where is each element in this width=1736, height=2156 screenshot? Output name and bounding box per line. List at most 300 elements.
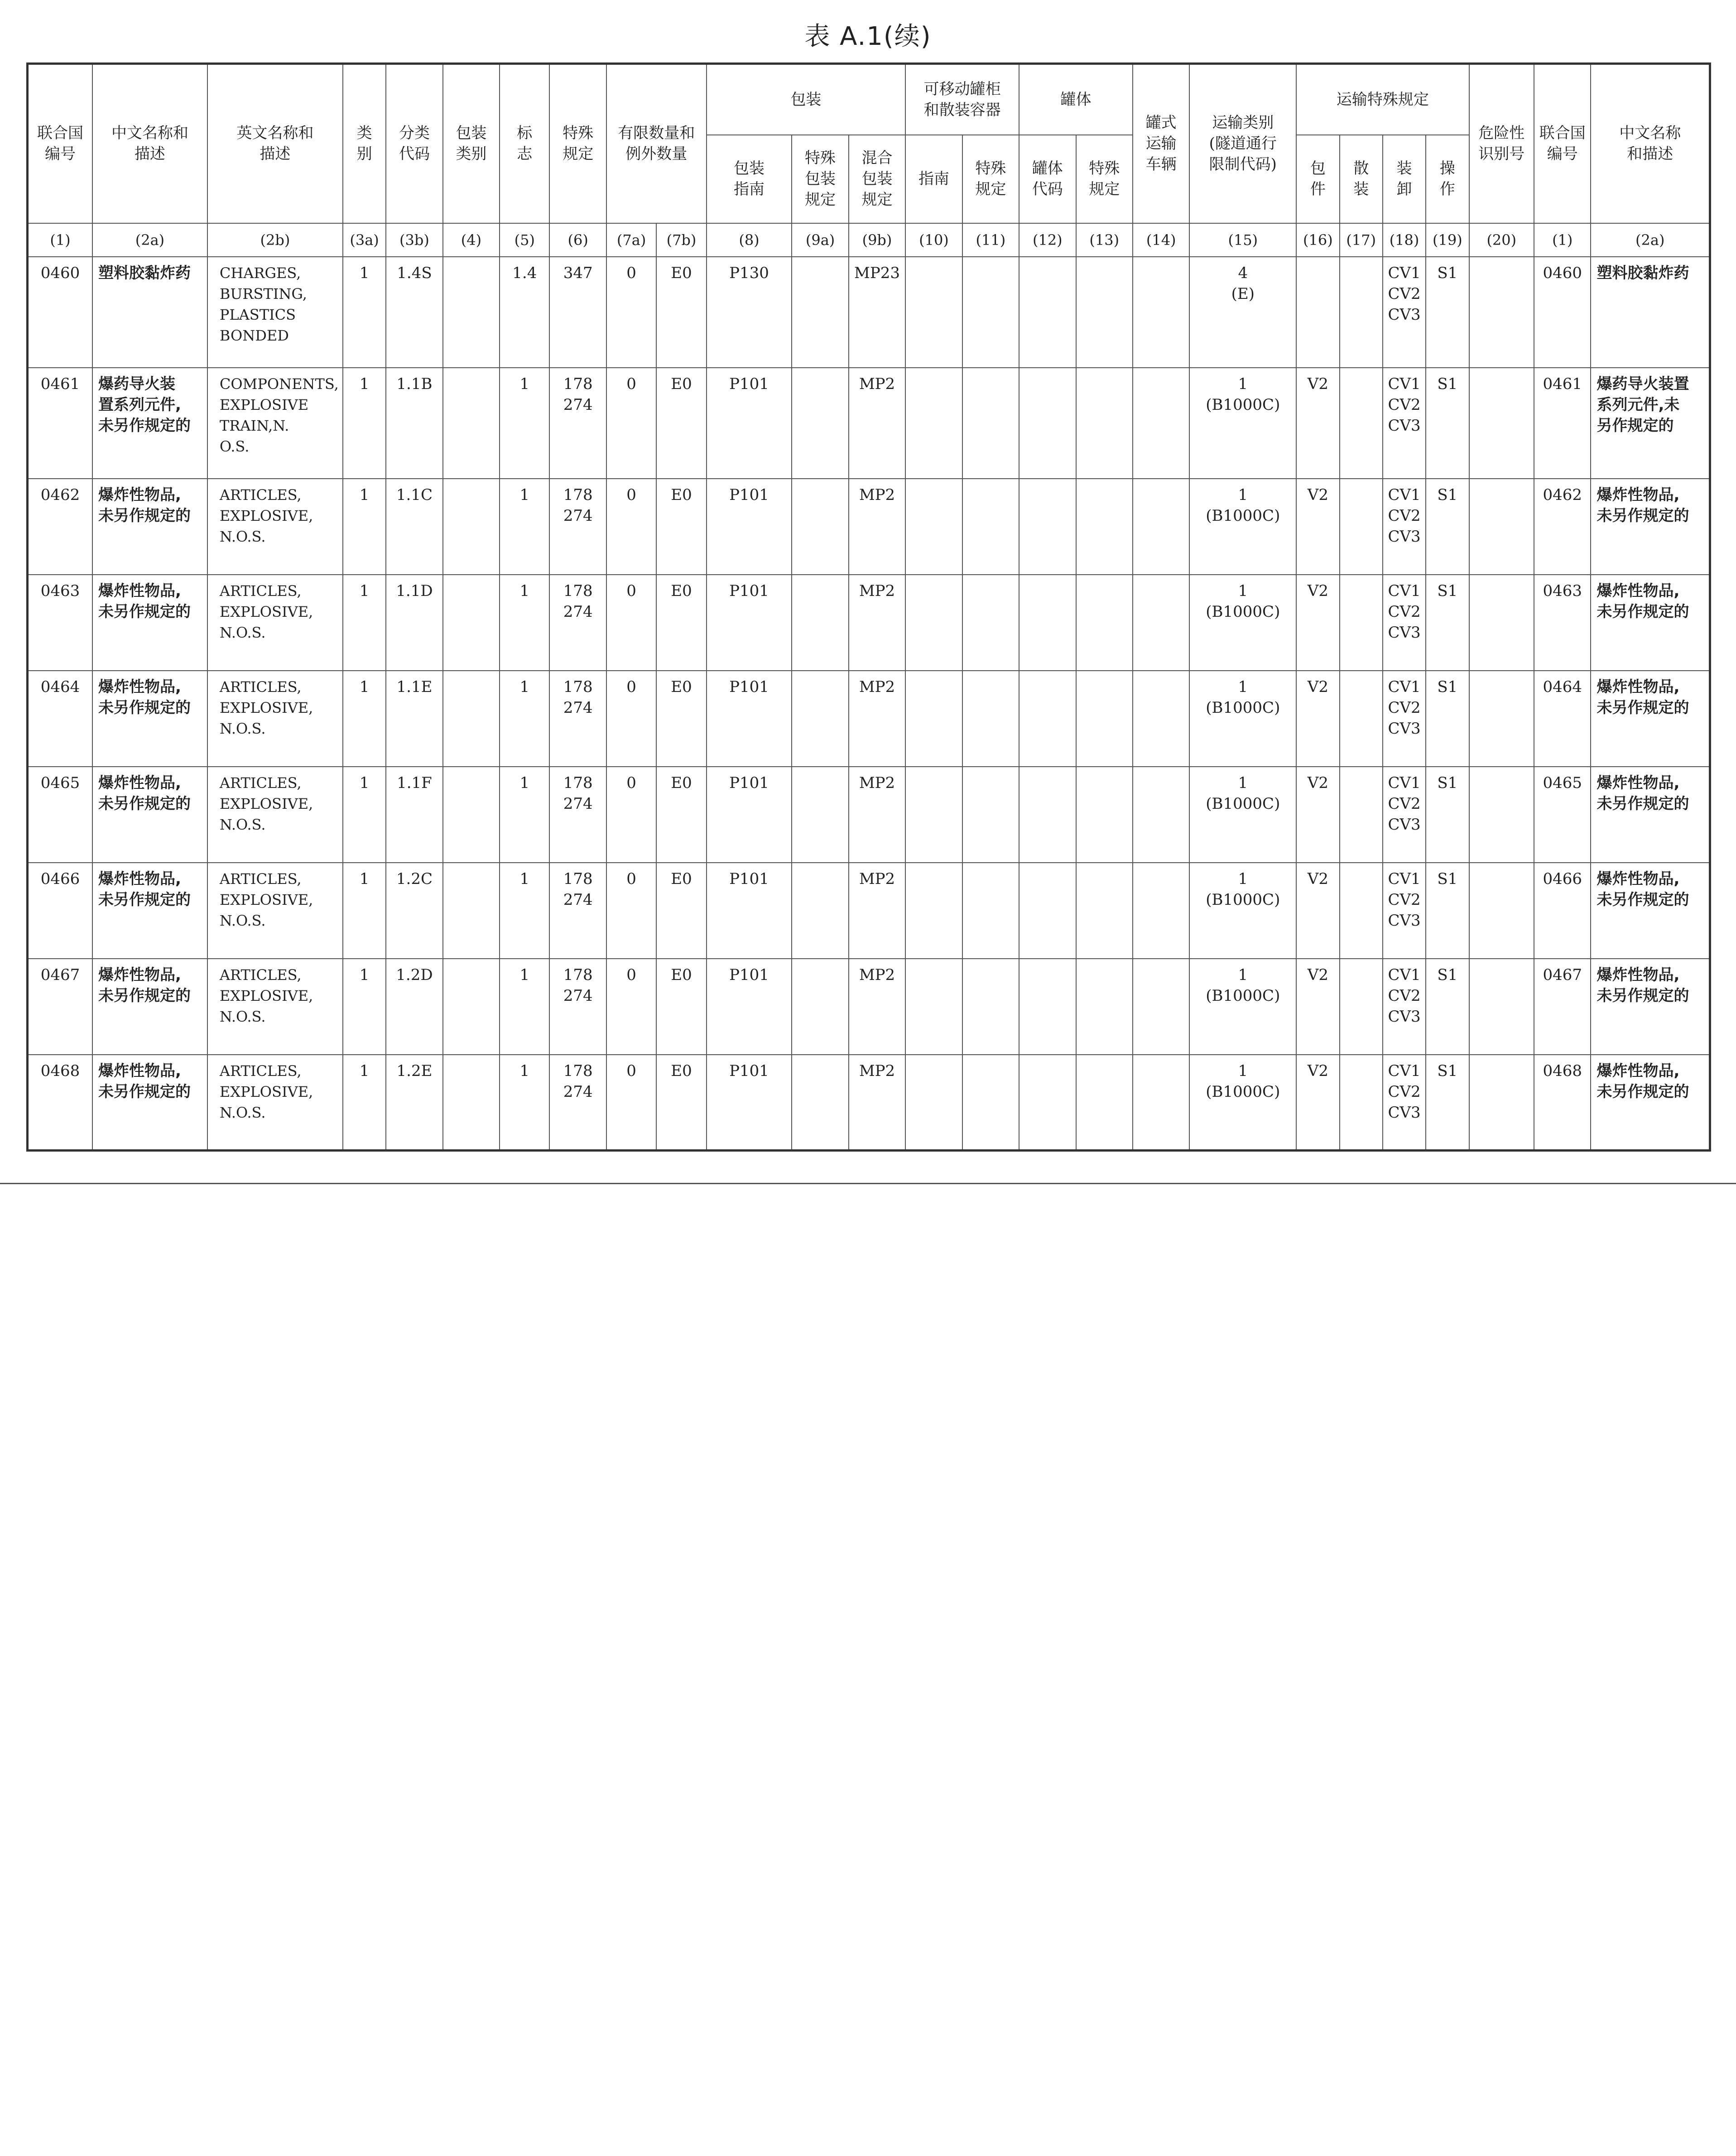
cell-packages-provision: V2 <box>1296 479 1339 575</box>
cell-packing-instruction: P130 <box>707 257 792 368</box>
cell-class: 1 <box>343 368 386 479</box>
header-loading: 装 卸 <box>1383 135 1426 223</box>
cell-transport-category: 1 (B1000C) <box>1189 575 1296 671</box>
cell-class-code: 1.2D <box>386 959 442 1055</box>
cell-name-zh-right: 爆炸性物品, 未另作规定的 <box>1591 767 1710 863</box>
table-row <box>28 1055 1710 1151</box>
col-number: (19) <box>1426 223 1469 257</box>
cell-mixed-packing-provision: MP2 <box>849 959 905 1055</box>
cell-tank-special <box>1076 575 1133 671</box>
cell-special-provisions: 178 274 <box>549 575 606 671</box>
table-body <box>28 257 1710 1151</box>
cell-excepted-quantity: E0 <box>656 671 706 767</box>
cell-mixed-packing-provision: MP2 <box>849 671 905 767</box>
cell-tank-code <box>1019 479 1076 575</box>
cell-tank-code <box>1019 863 1076 959</box>
cell-label: 1 <box>500 767 549 863</box>
cell-packages-provision <box>1296 257 1339 368</box>
cell-tank-vehicle <box>1133 1055 1189 1151</box>
cell-operation-provision: S1 <box>1426 959 1469 1055</box>
cell-name-zh-right: 爆炸性物品, 未另作规定的 <box>1591 863 1710 959</box>
cell-limited-quantity: 0 <box>606 767 656 863</box>
cell-label: 1 <box>500 959 549 1055</box>
cell-un-number: 0460 <box>28 257 93 368</box>
col-number: (1) <box>1534 223 1591 257</box>
cell-packing-group <box>443 368 500 479</box>
cell-mixed-packing-provision: MP2 <box>849 1055 905 1151</box>
cell-tank-vehicle <box>1133 479 1189 575</box>
cell-class-code: 1.1B <box>386 368 442 479</box>
cell-mixed-packing-provision: MP23 <box>849 257 905 368</box>
cell-hazard-id <box>1469 959 1534 1055</box>
header-transport-category: 运输类别 (隧道通行 限制代码) <box>1189 64 1296 223</box>
header-bulk: 散 装 <box>1340 135 1383 223</box>
cell-name-zh-right: 爆药导火装置 系列元件,未 另作规定的 <box>1591 368 1710 479</box>
col-number: (10) <box>905 223 962 257</box>
cell-excepted-quantity: E0 <box>656 1055 706 1151</box>
cell-name-en: ARTICLES, EXPLOSIVE, N.O.S. <box>207 1055 343 1151</box>
cell-packing-instruction: P101 <box>707 575 792 671</box>
cell-class: 1 <box>343 767 386 863</box>
cell-portable-tank-special <box>962 368 1019 479</box>
cell-hazard-id <box>1469 767 1534 863</box>
cell-packing-group <box>443 863 500 959</box>
cell-excepted-quantity: E0 <box>656 368 706 479</box>
header-class-code: 分类 代码 <box>386 64 442 223</box>
cell-transport-category: 1 (B1000C) <box>1189 479 1296 575</box>
table-row <box>28 671 1710 767</box>
cell-name-zh-right: 爆炸性物品, 未另作规定的 <box>1591 575 1710 671</box>
col-number: (16) <box>1296 223 1339 257</box>
cell-packing-group <box>443 767 500 863</box>
cell-packages-provision: V2 <box>1296 368 1339 479</box>
cell-class: 1 <box>343 959 386 1055</box>
header-name-zh-right: 中文名称 和描述 <box>1591 64 1710 223</box>
cell-packages-provision: V2 <box>1296 863 1339 959</box>
cell-special-packing-provision <box>792 1055 848 1151</box>
header-special-provisions: 特殊 规定 <box>549 64 606 223</box>
col-number: (7b) <box>656 223 706 257</box>
header-special-packing: 特殊 包装 规定 <box>792 135 848 223</box>
cell-class-code: 1.1D <box>386 575 442 671</box>
cell-packages-provision: V2 <box>1296 767 1339 863</box>
cell-tank-special <box>1076 959 1133 1055</box>
cell-packing-instruction: P101 <box>707 1055 792 1151</box>
cell-name-zh: 爆炸性物品, 未另作规定的 <box>92 863 207 959</box>
table-row <box>28 959 1710 1055</box>
col-number: (4) <box>443 223 500 257</box>
cell-operation-provision: S1 <box>1426 671 1469 767</box>
cell-bulk-provision <box>1340 1055 1383 1151</box>
cell-un-number-right: 0464 <box>1534 671 1591 767</box>
cell-tank-vehicle <box>1133 257 1189 368</box>
cell-special-packing-provision <box>792 257 848 368</box>
cell-class: 1 <box>343 257 386 368</box>
cell-transport-category: 1 (B1000C) <box>1189 1055 1296 1151</box>
cell-operation-provision: S1 <box>1426 863 1469 959</box>
col-number: (3b) <box>386 223 442 257</box>
cell-tank-special <box>1076 368 1133 479</box>
cell-portable-tank-instruction <box>905 959 962 1055</box>
cell-transport-category: 1 (B1000C) <box>1189 959 1296 1055</box>
header-portable-tanks: 可移动罐柜 和散装容器 <box>905 64 1019 135</box>
cell-special-packing-provision <box>792 671 848 767</box>
cell-portable-tank-instruction <box>905 767 962 863</box>
cell-excepted-quantity: E0 <box>656 575 706 671</box>
cell-loading-provision: CV1 CV2 CV3 <box>1383 257 1426 368</box>
cell-packing-group <box>443 575 500 671</box>
table-header <box>28 64 1710 257</box>
cell-name-zh: 爆炸性物品, 未另作规定的 <box>92 767 207 863</box>
cell-class: 1 <box>343 671 386 767</box>
cell-special-provisions: 347 <box>549 257 606 368</box>
cell-mixed-packing-provision: MP2 <box>849 479 905 575</box>
cell-un-number: 0464 <box>28 671 93 767</box>
cell-operation-provision: S1 <box>1426 767 1469 863</box>
cell-class-code: 1.1F <box>386 767 442 863</box>
cell-special-provisions: 178 274 <box>549 959 606 1055</box>
header-tank-code: 罐体 代码 <box>1019 135 1076 223</box>
cell-special-provisions: 178 274 <box>549 1055 606 1151</box>
table-row <box>28 863 1710 959</box>
cell-hazard-id <box>1469 671 1534 767</box>
col-number: (20) <box>1469 223 1534 257</box>
cell-packing-instruction: P101 <box>707 368 792 479</box>
cell-mixed-packing-provision: MP2 <box>849 368 905 479</box>
cell-un-number-right: 0468 <box>1534 1055 1591 1151</box>
cell-special-packing-provision <box>792 863 848 959</box>
cell-class: 1 <box>343 479 386 575</box>
dangerous-goods-table <box>26 62 1711 1152</box>
cell-tank-vehicle <box>1133 368 1189 479</box>
cell-bulk-provision <box>1340 257 1383 368</box>
cell-excepted-quantity: E0 <box>656 959 706 1055</box>
cell-special-packing-provision <box>792 575 848 671</box>
cell-operation-provision: S1 <box>1426 368 1469 479</box>
col-number: (12) <box>1019 223 1076 257</box>
cell-un-number-right: 0461 <box>1534 368 1591 479</box>
col-number: (2a) <box>92 223 207 257</box>
col-number: (9a) <box>792 223 848 257</box>
cell-name-zh: 爆药导火装 置系列元件, 未另作规定的 <box>92 368 207 479</box>
cell-un-number: 0468 <box>28 1055 93 1151</box>
cell-name-en: ARTICLES, EXPLOSIVE, N.O.S. <box>207 767 343 863</box>
cell-packages-provision: V2 <box>1296 1055 1339 1151</box>
cell-name-zh-right: 爆炸性物品, 未另作规定的 <box>1591 671 1710 767</box>
cell-label: 1 <box>500 368 549 479</box>
cell-portable-tank-special <box>962 767 1019 863</box>
cell-hazard-id <box>1469 1055 1534 1151</box>
header-tanks: 罐体 <box>1019 64 1133 135</box>
col-number: (3a) <box>343 223 386 257</box>
cell-bulk-provision <box>1340 959 1383 1055</box>
cell-limited-quantity: 0 <box>606 257 656 368</box>
cell-packing-instruction: P101 <box>707 479 792 575</box>
header-mixed-packing: 混合 包装 规定 <box>849 135 905 223</box>
header-hazard-id: 危险性 识别号 <box>1469 64 1534 223</box>
cell-loading-provision: CV1 CV2 CV3 <box>1383 671 1426 767</box>
cell-label: 1.4 <box>500 257 549 368</box>
cell-tank-special <box>1076 671 1133 767</box>
cell-tank-code <box>1019 368 1076 479</box>
cell-loading-provision: CV1 CV2 CV3 <box>1383 368 1426 479</box>
cell-special-packing-provision <box>792 767 848 863</box>
cell-portable-tank-special <box>962 575 1019 671</box>
cell-un-number: 0465 <box>28 767 93 863</box>
cell-class-code: 1.2E <box>386 1055 442 1151</box>
cell-class-code: 1.1C <box>386 479 442 575</box>
col-number: (5) <box>500 223 549 257</box>
cell-tank-vehicle <box>1133 767 1189 863</box>
cell-class: 1 <box>343 863 386 959</box>
header-tank-special: 特殊 规定 <box>1076 135 1133 223</box>
cell-operation-provision: S1 <box>1426 575 1469 671</box>
cell-special-provisions: 178 274 <box>549 479 606 575</box>
cell-un-number-right: 0465 <box>1534 767 1591 863</box>
header-name-zh: 中文名称和 描述 <box>92 64 207 223</box>
table-row <box>28 479 1710 575</box>
cell-label: 1 <box>500 863 549 959</box>
header-pt-instructions: 指南 <box>905 135 962 223</box>
header-class: 类 别 <box>343 64 386 223</box>
cell-tank-code <box>1019 575 1076 671</box>
col-number: (8) <box>707 223 792 257</box>
cell-packing-group <box>443 959 500 1055</box>
cell-tank-special <box>1076 257 1133 368</box>
header-tank-vehicle: 罐式 运输 车辆 <box>1133 64 1189 223</box>
cell-tank-vehicle <box>1133 863 1189 959</box>
cell-tank-special <box>1076 863 1133 959</box>
cell-loading-provision: CV1 CV2 CV3 <box>1383 1055 1426 1151</box>
header-pt-special: 特殊 规定 <box>962 135 1019 223</box>
cell-mixed-packing-provision: MP2 <box>849 575 905 671</box>
cell-portable-tank-special <box>962 257 1019 368</box>
cell-un-number: 0461 <box>28 368 93 479</box>
cell-name-zh-right: 塑料胶黏炸药 <box>1591 257 1710 368</box>
cell-portable-tank-special <box>962 863 1019 959</box>
table-title: 表 A.1(续) <box>804 22 932 51</box>
cell-name-en: ARTICLES, EXPLOSIVE, N.O.S. <box>207 671 343 767</box>
cell-packing-group <box>443 257 500 368</box>
cell-transport-category: 4 (E) <box>1189 257 1296 368</box>
cell-un-number-right: 0466 <box>1534 863 1591 959</box>
cell-excepted-quantity: E0 <box>656 257 706 368</box>
cell-class-code: 1.1E <box>386 671 442 767</box>
cell-packing-group <box>443 671 500 767</box>
cell-loading-provision: CV1 CV2 CV3 <box>1383 479 1426 575</box>
cell-label: 1 <box>500 1055 549 1151</box>
cell-un-number: 0462 <box>28 479 93 575</box>
cell-packages-provision: V2 <box>1296 671 1339 767</box>
col-number: (15) <box>1189 223 1296 257</box>
cell-un-number: 0467 <box>28 959 93 1055</box>
cell-packages-provision: V2 <box>1296 575 1339 671</box>
cell-name-en: COMPONENTS, EXPLOSIVE TRAIN,N. O.S. <box>207 368 343 479</box>
cell-bulk-provision <box>1340 575 1383 671</box>
col-number: (18) <box>1383 223 1426 257</box>
header-un-no: 联合国 编号 <box>28 64 93 223</box>
cell-name-zh: 爆炸性物品, 未另作规定的 <box>92 575 207 671</box>
cell-packing-instruction: P101 <box>707 959 792 1055</box>
header-name-en: 英文名称和 描述 <box>207 64 343 223</box>
col-number: (9b) <box>849 223 905 257</box>
cell-packing-instruction: P101 <box>707 767 792 863</box>
cell-tank-special <box>1076 479 1133 575</box>
cell-limited-quantity: 0 <box>606 368 656 479</box>
cell-special-packing-provision <box>792 479 848 575</box>
col-number: (13) <box>1076 223 1133 257</box>
cell-name-en: ARTICLES, EXPLOSIVE, N.O.S. <box>207 959 343 1055</box>
table-row <box>28 257 1710 368</box>
cell-bulk-provision <box>1340 368 1383 479</box>
cell-portable-tank-instruction <box>905 479 962 575</box>
cell-label: 1 <box>500 575 549 671</box>
cell-label: 1 <box>500 671 549 767</box>
cell-un-number-right: 0460 <box>1534 257 1591 368</box>
cell-portable-tank-instruction <box>905 863 962 959</box>
col-number: (2a) <box>1591 223 1710 257</box>
cell-excepted-quantity: E0 <box>656 767 706 863</box>
cell-name-zh-right: 爆炸性物品, 未另作规定的 <box>1591 1055 1710 1151</box>
header-packages: 包 件 <box>1296 135 1339 223</box>
cell-hazard-id <box>1469 575 1534 671</box>
cell-excepted-quantity: E0 <box>656 863 706 959</box>
cell-class-code: 1.4S <box>386 257 442 368</box>
cell-mixed-packing-provision: MP2 <box>849 767 905 863</box>
cell-limited-quantity: 0 <box>606 479 656 575</box>
cell-portable-tank-special <box>962 479 1019 575</box>
cell-tank-special <box>1076 1055 1133 1151</box>
column-number-row <box>28 223 1710 257</box>
cell-name-zh: 爆炸性物品, 未另作规定的 <box>92 1055 207 1151</box>
cell-packing-instruction: P101 <box>707 863 792 959</box>
cell-portable-tank-instruction <box>905 368 962 479</box>
cell-loading-provision: CV1 CV2 CV3 <box>1383 863 1426 959</box>
cell-portable-tank-special <box>962 959 1019 1055</box>
cell-portable-tank-instruction <box>905 575 962 671</box>
cell-name-en: ARTICLES, EXPLOSIVE, N.O.S. <box>207 863 343 959</box>
col-number: (1) <box>28 223 93 257</box>
cell-portable-tank-instruction <box>905 671 962 767</box>
cell-loading-provision: CV1 CV2 CV3 <box>1383 767 1426 863</box>
cell-tank-vehicle <box>1133 671 1189 767</box>
cell-bulk-provision <box>1340 767 1383 863</box>
col-number: (17) <box>1340 223 1383 257</box>
cell-name-zh: 塑料胶黏炸药 <box>92 257 207 368</box>
cell-loading-provision: CV1 CV2 CV3 <box>1383 959 1426 1055</box>
cell-tank-code <box>1019 959 1076 1055</box>
header-labels: 标 志 <box>500 64 549 223</box>
cell-portable-tank-instruction <box>905 1055 962 1151</box>
cell-special-provisions: 178 274 <box>549 671 606 767</box>
col-number: (11) <box>962 223 1019 257</box>
cell-tank-code <box>1019 767 1076 863</box>
col-number: (14) <box>1133 223 1189 257</box>
cell-hazard-id <box>1469 257 1534 368</box>
cell-packing-instruction: P101 <box>707 671 792 767</box>
header-special-transport: 运输特殊规定 <box>1296 64 1469 135</box>
cell-tank-special <box>1076 767 1133 863</box>
cell-special-provisions: 178 274 <box>549 767 606 863</box>
cell-special-provisions: 178 274 <box>549 368 606 479</box>
cell-limited-quantity: 0 <box>606 959 656 1055</box>
cell-portable-tank-instruction <box>905 257 962 368</box>
table-row <box>28 368 1710 479</box>
cell-hazard-id <box>1469 863 1534 959</box>
table-row <box>28 575 1710 671</box>
cell-portable-tank-special <box>962 1055 1019 1151</box>
cell-name-zh-right: 爆炸性物品, 未另作规定的 <box>1591 959 1710 1055</box>
cell-mixed-packing-provision: MP2 <box>849 863 905 959</box>
cell-un-number-right: 0467 <box>1534 959 1591 1055</box>
cell-special-packing-provision <box>792 368 848 479</box>
cell-tank-vehicle <box>1133 575 1189 671</box>
header-operation: 操 作 <box>1426 135 1469 223</box>
cell-class: 1 <box>343 575 386 671</box>
cell-name-zh-right: 爆炸性物品, 未另作规定的 <box>1591 479 1710 575</box>
cell-transport-category: 1 (B1000C) <box>1189 368 1296 479</box>
cell-limited-quantity: 0 <box>606 1055 656 1151</box>
cell-operation-provision: S1 <box>1426 257 1469 368</box>
cell-tank-code <box>1019 1055 1076 1151</box>
cell-bulk-provision <box>1340 671 1383 767</box>
cell-excepted-quantity: E0 <box>656 479 706 575</box>
cell-portable-tank-special <box>962 671 1019 767</box>
header-packing-group: 包装 类别 <box>443 64 500 223</box>
col-number: (2b) <box>207 223 343 257</box>
cell-name-en: ARTICLES, EXPLOSIVE, N.O.S. <box>207 575 343 671</box>
cell-loading-provision: CV1 CV2 CV3 <box>1383 575 1426 671</box>
cell-packing-group <box>443 479 500 575</box>
header-packing-instructions: 包装 指南 <box>707 135 792 223</box>
header-un-no-right: 联合国 编号 <box>1534 64 1591 223</box>
cell-hazard-id <box>1469 368 1534 479</box>
cell-name-zh: 爆炸性物品, 未另作规定的 <box>92 959 207 1055</box>
cell-tank-vehicle <box>1133 959 1189 1055</box>
cell-transport-category: 1 (B1000C) <box>1189 863 1296 959</box>
cell-special-provisions: 178 274 <box>549 863 606 959</box>
cell-class: 1 <box>343 1055 386 1151</box>
cell-transport-category: 1 (B1000C) <box>1189 671 1296 767</box>
col-number: (7a) <box>606 223 656 257</box>
cell-un-number-right: 0463 <box>1534 575 1591 671</box>
cell-special-packing-provision <box>792 959 848 1055</box>
cell-tank-code <box>1019 257 1076 368</box>
cell-class-code: 1.2C <box>386 863 442 959</box>
cell-transport-category: 1 (B1000C) <box>1189 767 1296 863</box>
cell-tank-code <box>1019 671 1076 767</box>
cell-bulk-provision <box>1340 479 1383 575</box>
page-divider <box>0 1183 1736 1184</box>
cell-un-number: 0466 <box>28 863 93 959</box>
cell-hazard-id <box>1469 479 1534 575</box>
cell-operation-provision: S1 <box>1426 479 1469 575</box>
cell-limited-quantity: 0 <box>606 671 656 767</box>
header-packaging: 包装 <box>707 64 906 135</box>
cell-un-number: 0463 <box>28 575 93 671</box>
cell-packing-group <box>443 1055 500 1151</box>
cell-name-zh: 爆炸性物品, 未另作规定的 <box>92 671 207 767</box>
cell-name-en: CHARGES, BURSTING, PLASTICS BONDED <box>207 257 343 368</box>
cell-name-zh: 爆炸性物品, 未另作规定的 <box>92 479 207 575</box>
cell-un-number-right: 0462 <box>1534 479 1591 575</box>
table-row <box>28 767 1710 863</box>
cell-operation-provision: S1 <box>1426 1055 1469 1151</box>
cell-name-en: ARTICLES, EXPLOSIVE, N.O.S. <box>207 479 343 575</box>
cell-limited-quantity: 0 <box>606 863 656 959</box>
cell-limited-quantity: 0 <box>606 575 656 671</box>
cell-label: 1 <box>500 479 549 575</box>
